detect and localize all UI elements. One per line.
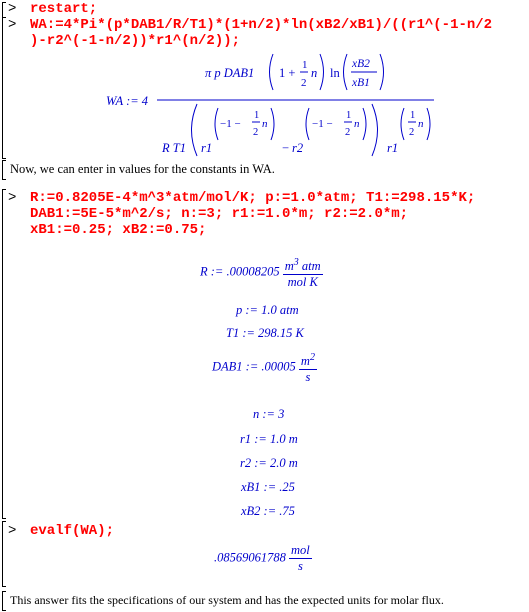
dab1-unit-m: m [300, 354, 310, 369]
input-constants-line1[interactable]: R:=0.8205E-4*m^3*atm/mol/K; p:=1.0*atm; T1:=298.15*K; [30, 190, 476, 206]
result-value: .08569061788 [214, 550, 286, 565]
result-units [289, 543, 312, 574]
half-den: 2 [253, 127, 259, 138]
prompt-marker: > [8, 1, 17, 17]
n-symbol: n [262, 118, 268, 130]
r-lhs: R := .00008205 [200, 264, 280, 279]
paren-right [363, 108, 366, 140]
comment-conclusion[interactable]: This answer fits the specifications of our system and has the expected units for molar flux. [10, 593, 444, 607]
output-xB2: xB2 := .75 [241, 504, 295, 518]
r2-symbol: r2 [292, 141, 304, 155]
prompt-marker: > [8, 190, 17, 206]
input-evalf[interactable]: evalf(WA); [30, 523, 115, 539]
half-den: 2 [345, 127, 351, 138]
r-unit-atm: atm [301, 259, 321, 274]
half-num: 1 [254, 110, 260, 121]
half-num: 1 [346, 110, 352, 121]
result-unit-num: mol [291, 543, 310, 557]
n-symbol: n [311, 66, 318, 80]
r1-symbol: r1 [201, 141, 213, 155]
output-DAB1 [212, 350, 317, 385]
input-wa-line1[interactable]: WA:=4*Pi*(p*DAB1/R/T1)*(1+n/2)*ln(xB2/xB1)/((r1^(-1-n/2 [30, 17, 493, 33]
output-T1: T1 := 298.15 K [226, 326, 304, 340]
paren-right [372, 104, 378, 156]
denom-rt1: R T1 [162, 141, 186, 155]
output-xB1: xB1 := .25 [241, 480, 295, 494]
output-result [214, 543, 312, 574]
input-wa-line2[interactable]: )-r2^(-1-n/2))*r1^(n/2)); [30, 33, 241, 49]
output-p: p := 1.0 atm [236, 303, 299, 317]
xb2-symbol: xB2 [352, 58, 370, 70]
paren-left [215, 108, 218, 140]
wa-num-one-plus: 1 + [279, 66, 296, 80]
paren-left [401, 108, 404, 140]
half-num: 1 [302, 59, 308, 71]
paren-right [320, 54, 324, 90]
paren-left [344, 54, 348, 90]
input-constants-line3[interactable]: xB1:=0.25; xB2:=0.75; [30, 222, 207, 238]
r1-symbol: r1 [387, 141, 399, 155]
half-den: 2 [301, 77, 307, 89]
prompt-marker: > [8, 523, 17, 539]
wa-lhs: WA := 4 [106, 94, 149, 108]
dab1-unit-den: s [305, 370, 311, 385]
r-unit-m: m [284, 259, 294, 274]
input-restart[interactable]: restart; [30, 1, 98, 17]
output-r1: r1 := 1.0 m [240, 432, 298, 446]
r-unit-exp: 3 [293, 257, 299, 268]
comment-constants[interactable]: Now, we can enter in values for the constants in WA. [10, 162, 275, 176]
output-n: n := 3 [253, 407, 285, 421]
result-unit-den: s [297, 559, 303, 573]
input-constants-line2[interactable]: DAB1:=5E-5*m^2/s; n:=3; r1:=1.0*m; r2:=2.0*m; [30, 206, 409, 222]
xb1-symbol: xB1 [352, 77, 370, 89]
prompt-marker: > [8, 17, 17, 33]
paren-right [271, 108, 274, 140]
dab1-unit-exp: 2 [309, 352, 315, 363]
dab1-units [299, 350, 317, 385]
paren-left [306, 108, 309, 140]
half-den: 2 [409, 127, 415, 138]
ln-func: ln [330, 66, 340, 80]
paren-right [427, 108, 430, 140]
paren-left [270, 54, 274, 90]
r-unit-den: mol K [287, 275, 318, 290]
dab1-lhs: DAB1 := .00005 [212, 359, 296, 374]
half-num: 1 [410, 110, 416, 121]
exp-minus-one: −1 − [312, 118, 333, 130]
minus-sign: − [282, 141, 290, 155]
paren-right [380, 54, 384, 90]
wa-num-coef: π p DAB1 [205, 66, 255, 80]
output-r2: r2 := 2.0 m [240, 456, 298, 470]
output-R [200, 255, 323, 290]
n-symbol: n [354, 118, 360, 130]
paren-left [192, 104, 198, 156]
n-symbol: n [418, 118, 424, 130]
exp-minus-one: −1 − [220, 118, 241, 130]
r-units [283, 255, 323, 290]
